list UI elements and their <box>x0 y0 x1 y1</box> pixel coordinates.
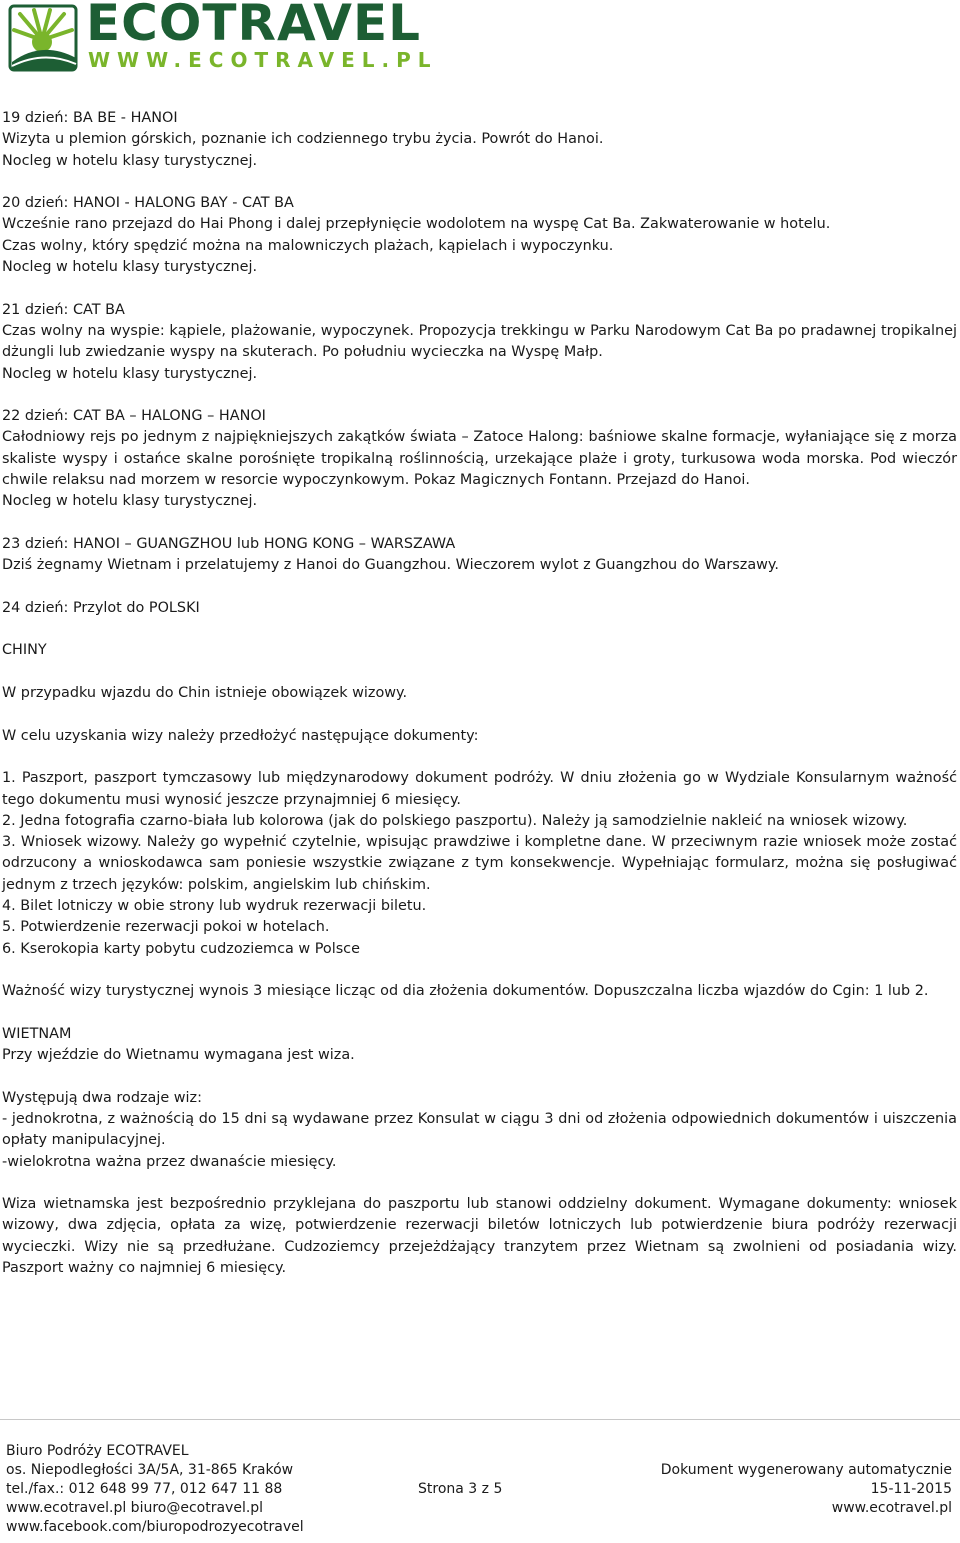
paragraph <box>2 108 957 172</box>
paragraph <box>2 300 957 385</box>
paragraph <box>2 1194 957 1279</box>
text-line: W celu uzyskania wizy należy przedłożyć następujące dokumenty: <box>2 727 479 744</box>
footer-generated-info <box>661 1461 952 1518</box>
paragraph <box>2 1024 957 1067</box>
footer-address: os. Niepodległości 3A/5A, 31-865 Kraków <box>6 1462 294 1478</box>
text-line: 22 dzień: CAT BA – HALONG – HANOI <box>2 408 266 425</box>
text-line: Nocleg w hotelu klasy turystycznej. <box>2 493 258 510</box>
text-line: Ważność wizy turystycznej wynois 3 miesiące licząc od dia złożenia dokumentów. Dopuszczalna liczba wjazdów do Cgin: 1 lub 2. <box>2 983 929 1000</box>
footer-website[interactable]: www.ecotravel.pl <box>831 1500 952 1516</box>
text-line: Nocleg w hotelu klasy turystycznej. <box>2 259 258 276</box>
paragraph <box>2 683 957 704</box>
paragraph <box>2 981 957 1002</box>
text-line: Nocleg w hotelu klasy turystycznej. <box>2 365 258 382</box>
text-line: Całodniowy rejs po jednym z najpiękniejszych zakątków świata – Zatoce Halong: baśniowe skalne formacje, wyłaniające się z morza skaliste wyspy i ostańce skalne porośnięte tropikalną roślinnością, urzekające plaże i groty, turkusowa woda morska. Pod wieczór chwile relaksu nad morzem w resorcie wypoczynkowym. Pokaz Magicznych Fontann. Przejazd do Hanoi. <box>2 429 957 489</box>
paragraph <box>2 726 957 747</box>
footer-company-name: Biuro Podróży ECOTRAVEL <box>6 1443 189 1459</box>
paragraph <box>2 640 957 661</box>
text-line: -wielokrotna ważna przez dwanaście miesięcy. <box>2 1153 337 1170</box>
text-line: 24 dzień: Przylot do POLSKI <box>2 599 200 616</box>
text-line: CHINY <box>2 642 47 659</box>
text-line: Nocleg w hotelu klasy turystycznej. <box>2 152 258 169</box>
text-line: Występują dwa rodzaje wiz: <box>2 1089 202 1106</box>
text-line: 3. Wniosek wizowy. Należy go wypełnić czytelnie, wpisując prawdziwe i kompletne dane. W przeciwnym razie wniosek może zostać odrzucony a wnioskodawca sam poniesie wszystkie związane z tym konsekwencje. Wypełniając formularz, można się posługiwać jednym z trzech języków: polskim, angielskim lub chińskim. <box>2 834 957 893</box>
document-body <box>2 108 957 1301</box>
paragraph <box>2 768 957 960</box>
text-line: 5. Potwierdzenie rezerwacji pokoi w hotelach. <box>2 919 330 936</box>
footer-company-info <box>6 1442 304 1537</box>
footer-web-email[interactable]: www.ecotravel.pl biuro@ecotravel.pl <box>6 1500 264 1516</box>
text-line: 2. Jedna fotografia czarno-biała lub kolorowa (jak do polskiego paszportu). Należy ją samodzielnie nakleić na wniosek wizowy. <box>2 812 908 829</box>
paragraph <box>2 1088 957 1173</box>
text-line: Przy wjeździe do Wietnamu wymagana jest wiza. <box>2 1047 355 1064</box>
footer-facebook[interactable]: www.facebook.com/biuropodrozyecotravel <box>6 1519 304 1535</box>
text-line: - jednokrotna, z ważnością do 15 dni są wydawane przez Konsulat w ciągu 3 dni od złożenia odpowiednich dokumentów i uiszczenia opłaty manipulacyjnej. <box>2 1110 957 1149</box>
page-number: Strona 3 z 5 <box>418 1481 503 1497</box>
logo-wordmark: ECOTRAVEL <box>86 0 421 52</box>
text-line: 19 dzień: BA BE - HANOI <box>2 110 178 126</box>
text-line: Wizyta u plemion górskich, poznanie ich codziennego trybu życia. Powrót do Hanoi. <box>2 131 604 148</box>
text-line: 1. Paszport, paszport tymczasowy lub międzynarodowy dokument podróży. W dniu złożenia go w Wydziale Konsularnym ważność tego dokumentu musi wynosić jeszcze przynajmniej 6 miesięcy. <box>2 770 957 808</box>
sun-leaf-logo-icon <box>6 0 84 78</box>
text-line: Czas wolny na wyspie: kąpiele, plażowanie, wypoczynek. Propozycja trekkingu w Parku Narodowym Cat Ba po pradawnej tropikalnej dżungli lub zwiedzanie wyspy na skuterach. Po południu wycieczka na Wyspę Małp. <box>2 322 957 361</box>
text-line: W przypadku wjazdu do Chin istnieje obowiązek wizowy. <box>2 685 408 702</box>
text-line: 6. Kserokopia karty pobytu cudzoziemca w Polsce <box>2 940 360 957</box>
ecotravel-logo <box>6 0 466 78</box>
text-line: Czas wolny, który spędzić można na malowniczych plażach, kąpielach i wypoczynku. <box>2 237 614 254</box>
paragraph <box>2 406 957 512</box>
text-line: 23 dzień: HANOI – GUANGZHOU lub HONG KONG – WARSZAWA <box>2 535 456 552</box>
paragraph <box>2 598 957 619</box>
text-line: WIETNAM <box>2 1025 72 1042</box>
text-line: 4. Bilet lotniczy w obie strony lub wydruk rezerwacji biletu. <box>2 897 427 914</box>
footer-phone: tel./fax.: 012 648 99 77, 012 647 11 88 <box>6 1481 283 1497</box>
text-line: 20 dzień: HANOI - HALONG BAY - CAT BA <box>2 195 294 212</box>
text-line: 21 dzień: CAT BA <box>2 301 125 318</box>
footer-date: 15-11-2015 <box>870 1481 952 1497</box>
text-line: Dziś żegnamy Wietnam i przelatujemy z Hanoi do Guangzhou. Wieczorem wylot z Guangzhou do Warszawy. <box>2 557 779 574</box>
logo-url: WWW.ECOTRAVEL.PL <box>88 48 438 72</box>
paragraph <box>2 193 957 278</box>
page-footer <box>0 1419 960 1535</box>
text-line: Wcześnie rano przejazd do Hai Phong i dalej przepłynięcie wodolotem na wyspę Cat Ba. Zakwaterowanie w hotelu. <box>2 216 831 233</box>
paragraph <box>2 534 957 577</box>
footer-generated-note: Dokument wygenerowany automatycznie <box>660 1462 952 1478</box>
text-line: Wiza wietnamska jest bezpośrednio przyklejana do paszportu lub stanowi oddzielny dokument. Wymagane dokumenty: wniosek wizowy, dwa zdjęcia, opłata za wizę, potwierdzenie rezerwacji biletów lotniczych lub potwierdzenie biura podróży rezerwacji wycieczki. Wizy nie są przedłużane. Cudzoziemcy przejeżdżający tranzytem przez Wietnam są zwolnieni od posiadania wizy. Paszport ważny co najmniej 6 miesięcy. <box>2 1196 957 1277</box>
